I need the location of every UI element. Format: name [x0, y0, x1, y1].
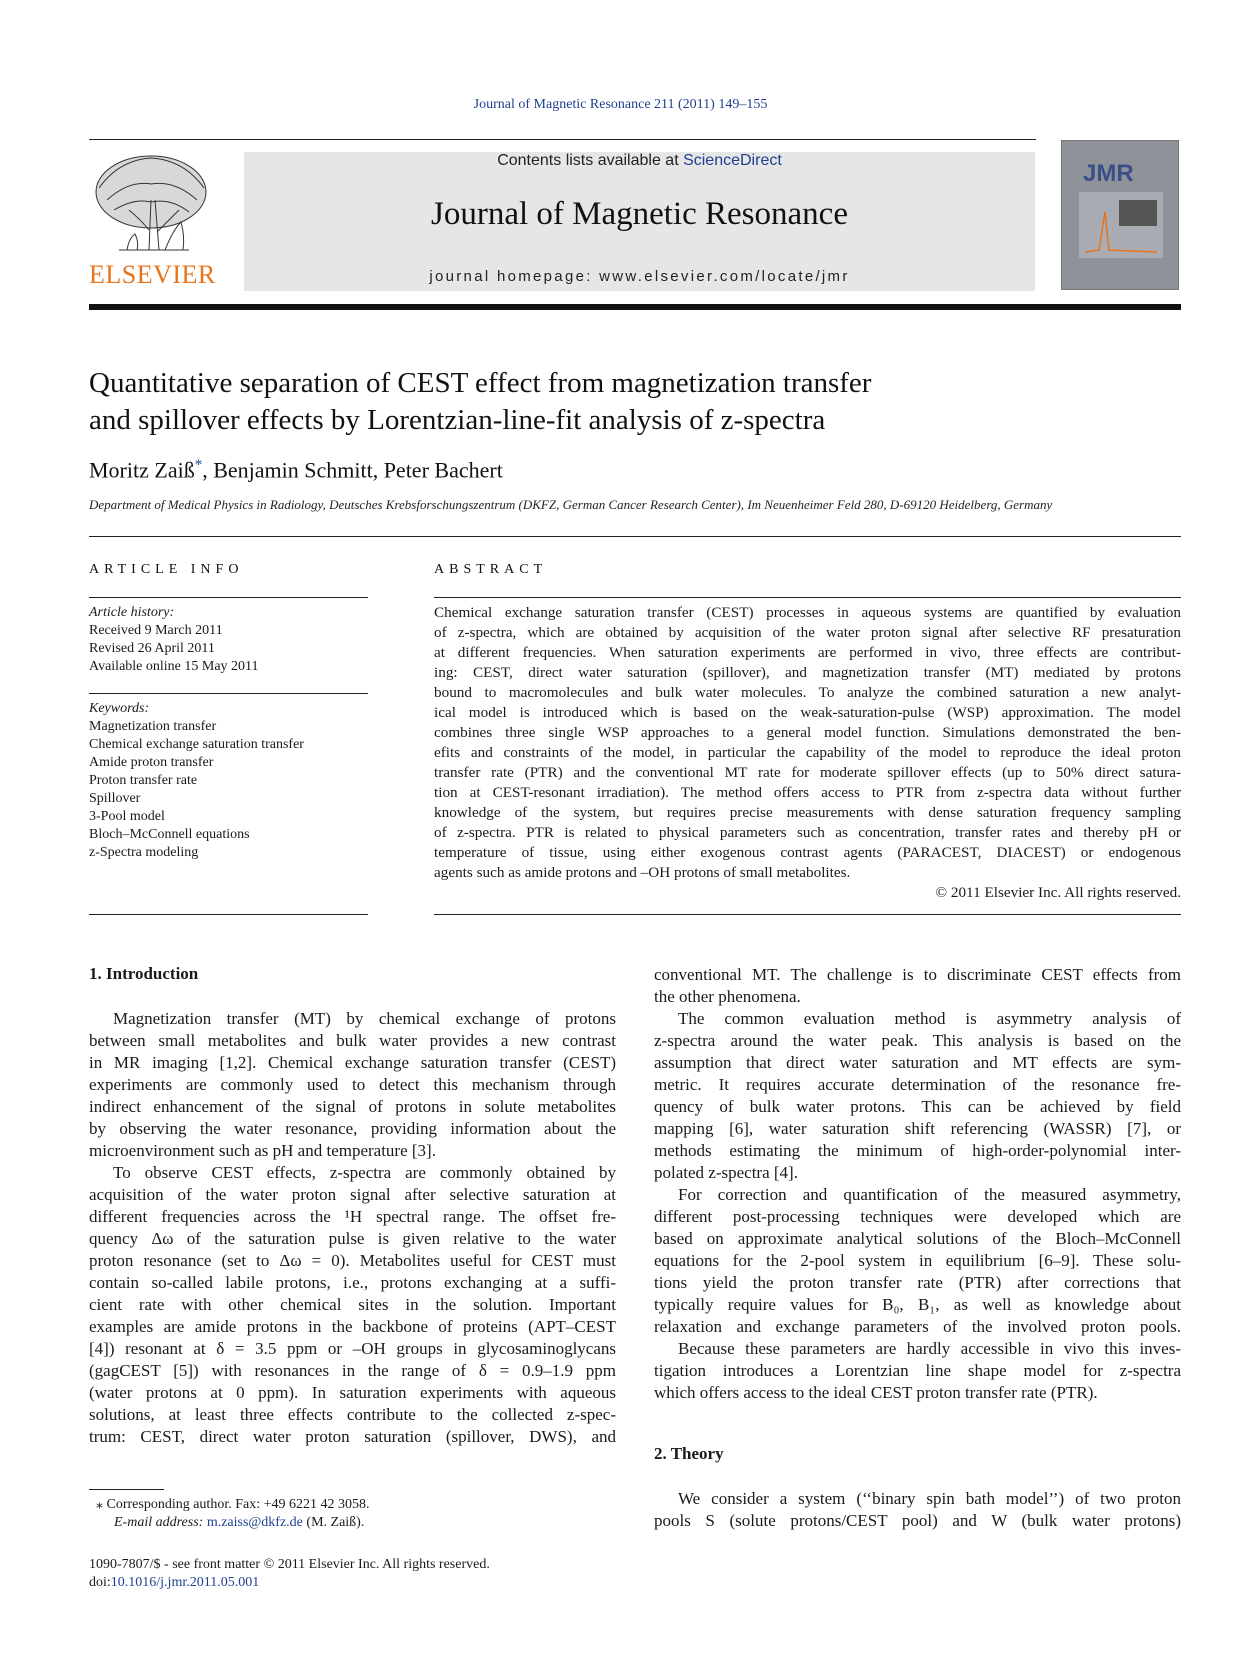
- keyword: Bloch–McConnell equations: [89, 827, 250, 842]
- body-line: quency of bulk water protons. This can be achieved by field: [654, 1097, 1181, 1116]
- abstract-line: ical model is introduced which is based on the weak-saturation-pulse (WSP) approximation. The model: [434, 704, 1181, 721]
- body-line: z-spectra around the water peak. This analysis is based on the: [654, 1031, 1181, 1050]
- cover-title: JMR: [1083, 160, 1134, 187]
- contents-line: [244, 152, 1035, 170]
- body-line: (gagCEST [5]) with resonances in the range of δ = 0.9–1.9 ppm: [89, 1361, 616, 1380]
- journal-name: Journal of Magnetic Resonance: [431, 196, 848, 232]
- abstract-heading: ABSTRACT: [434, 562, 548, 577]
- section-1-heading: 1. Introduction: [89, 964, 199, 983]
- keyword: Spillover: [89, 791, 141, 806]
- article-info-bottom-rule: [89, 914, 368, 915]
- body-line: assumption that direct water saturation and MT effects are sym-: [654, 1053, 1181, 1072]
- history-received: Received 9 March 2011: [89, 623, 223, 638]
- journal-citation[interactable]: Journal of Magnetic Resonance 211 (2011) 149–155: [473, 97, 768, 112]
- keyword: z-Spectra modeling: [89, 845, 199, 860]
- header-bottom-rule: [89, 304, 1181, 310]
- body-line: by observing the water resonance, providing information about the: [89, 1119, 616, 1138]
- section-2-heading: 2. Theory: [654, 1444, 724, 1463]
- body-line: the other phenomena.: [654, 987, 801, 1006]
- email-suffix: (M. Zaiß).: [302, 1515, 365, 1530]
- journal-cover: [1061, 140, 1179, 290]
- abstract-line: at different frequencies. When saturation experiments are performed in vivo, three effects are contribut-: [434, 644, 1181, 661]
- body-line: quency Δω of the saturation pulse is given relative to the water: [89, 1229, 616, 1248]
- body-line: solutions, at least three effects contribute to the collected z-spec-: [89, 1405, 616, 1424]
- doi-link[interactable]: 10.1016/j.jmr.2011.05.001: [110, 1575, 260, 1590]
- body-line: cient rate with other chemical sites in the solution. Important: [89, 1295, 616, 1314]
- footnotes: [96, 1496, 616, 1532]
- body-line: in MR imaging [1,2]. Chemical exchange saturation transfer (CEST): [89, 1053, 616, 1072]
- issn-line: 1090-7807/$ - see front matter © 2011 Elsevier Inc. All rights reserved.: [89, 1557, 490, 1572]
- abstract-line: of z-spectra, which are obtained by acquisition of the water proton signal after selective RF presaturation: [434, 624, 1181, 641]
- footnote-rule: [89, 1489, 164, 1490]
- body-line: typically require values for B₀, B₁, as well as knowledge about: [654, 1295, 1181, 1314]
- author-first: Moritz Zaiß: [89, 457, 195, 483]
- body-line: different frequencies across the ¹H spectral range. The offset fre-: [89, 1207, 616, 1226]
- abstract-line: Chemical exchange saturation transfer (CEST) processes in aqueous systems are quantified by evaluation: [434, 604, 1181, 621]
- body-line: experiments are commonly used to detect this mechanism through: [89, 1075, 616, 1094]
- history-revised: Revised 26 April 2011: [89, 641, 215, 656]
- title-line-1: Quantitative separation of CEST effect from magnetization transfer: [89, 367, 872, 399]
- body-line: Magnetization transfer (MT) by chemical exchange of protons: [113, 1009, 616, 1028]
- header-top-rule: [89, 139, 1036, 140]
- sciencedirect-link[interactable]: ScienceDirect: [683, 152, 782, 169]
- article-info-heading: ARTICLE INFO: [89, 562, 244, 577]
- doi-label: doi:: [89, 1575, 111, 1590]
- abstract-line: bound to macromolecules and bulk water molecules. To analyze the combined saturation a new analyt-: [434, 684, 1181, 701]
- abstract-copyright: © 2011 Elsevier Inc. All rights reserved.: [935, 884, 1181, 901]
- right-column-text: [654, 964, 1181, 1404]
- body-line: We consider a system (‘‘binary spin bath model’’) of two proton: [678, 1489, 1181, 1508]
- abstract-line: ing: CEST, direct water saturation (spillover), and magnetization transfer (MT) mediated by protons: [434, 664, 1181, 681]
- body-line: The common evaluation method is asymmetry analysis of: [678, 1009, 1181, 1028]
- journal-homepage[interactable]: journal homepage: www.elsevier.com/locate/jmr: [429, 268, 850, 285]
- corresponding-author-mark[interactable]: *: [194, 457, 203, 473]
- contents-prefix: Contents lists available at: [497, 152, 684, 169]
- abstract-bottom-rule: [434, 914, 1181, 915]
- author-email-link[interactable]: m.zaiss@dkfz.de: [206, 1515, 303, 1530]
- title-line-2: and spillover effects by Lorentzian-line-fit analysis of z-spectra: [89, 404, 826, 436]
- elsevier-wordmark: ELSEVIER: [89, 260, 216, 289]
- keywords-rule: [89, 693, 368, 694]
- abstract-line: tion at CEST-resonant irradiation). The method offers access to PTR from z-spectra data without further: [434, 784, 1181, 801]
- body-line: microenvironment such as pH and temperature [3].: [89, 1141, 436, 1160]
- body-line: different post-processing techniques were developed which are: [654, 1207, 1181, 1226]
- body-line: proton resonance (set to Δω = 0). Metabolites useful for CEST must: [89, 1251, 616, 1270]
- body-line: which offers access to the ideal CEST proton transfer rate (PTR).: [654, 1383, 1098, 1402]
- abstract-line: knowledge of the system, but requires precise measurements with dense saturation frequency sampling: [434, 804, 1181, 821]
- abstract-line: temperature of tissue, using either exogenous contrast agents (PARACEST, DIACEST) or endogenous: [434, 844, 1181, 861]
- body-line: For correction and quantification of the measured asymmetry,: [678, 1185, 1181, 1204]
- body-line: [4]) resonant at δ = 3.5 ppm or –OH groups in glycosaminoglycans: [89, 1339, 616, 1358]
- keywords-block: [89, 700, 368, 862]
- body-line: pools S (solute protons/CEST pool) and W (bulk water protons): [654, 1511, 1181, 1530]
- body-line: Because these parameters are hardly accessible in vivo this inves-: [678, 1339, 1181, 1358]
- theory-text: [654, 1488, 1181, 1532]
- journal-banner: [244, 152, 1035, 291]
- body-line: metric. It requires accurate determination of the resonance fre-: [654, 1075, 1181, 1094]
- abstract-line: transfer rate (PTR) and the conventional MT rate for moderate spillover effects (up to 50% direct satura-: [434, 764, 1181, 781]
- abstract-line: of z-spectra. PTR is related to physical parameters such as concentration, transfer rates and thereby pH or: [434, 824, 1181, 841]
- abstract-rule: [434, 597, 1181, 598]
- keyword: Chemical exchange saturation transfer: [89, 737, 304, 752]
- affiliation: Department of Medical Physics in Radiology, Deutsches Krebsforschungszentrum (DKFZ, German Cancer Research Center), Im Neuenheimer Feld 280, D-69120 Heidelberg, Germany: [89, 497, 1053, 512]
- body-line: indirect enhancement of the signal of protons in solute metabolites: [89, 1097, 616, 1116]
- body-line: acquisition of the water proton signal after selective saturation at: [89, 1185, 616, 1204]
- abstract-line: combines three single WSP approaches to a general model function. Simulations demonstrated the ben-: [434, 724, 1181, 741]
- author-rest: , Benjamin Schmitt, Peter Bachert: [202, 457, 503, 483]
- keywords-label: Keywords:: [89, 701, 150, 716]
- body-line: tions yield the proton transfer rate (PTR) after corrections that: [654, 1273, 1181, 1292]
- body-line: conventional MT. The challenge is to discriminate CEST effects from: [654, 965, 1181, 984]
- elsevier-logo: [89, 150, 214, 292]
- article-history: [89, 604, 368, 676]
- keyword: Magnetization transfer: [89, 719, 217, 734]
- body-line: mapping [6], water saturation shift referencing (WASSR) [7], or: [654, 1119, 1181, 1138]
- body-line: between small metabolites and bulk water provides a new contrast: [89, 1031, 616, 1050]
- keyword: 3-Pool model: [89, 809, 165, 824]
- abstract-line: agents such as amide protons and –OH protons of small metabolites.: [434, 864, 851, 881]
- history-online: Available online 15 May 2011: [89, 659, 259, 674]
- abstract-line: efits and constraints of the model, in particular the capability of the model to reproduce the ideal proton: [434, 744, 1181, 761]
- body-line: trum: CEST, direct water proton saturation (spillover, DWS), and: [89, 1427, 616, 1446]
- title-block-rule: [89, 536, 1181, 537]
- footnote-corresponding: ⁎ Corresponding author. Fax: +49 6221 42 3058.: [96, 1497, 370, 1512]
- body-line: (water protons at 0 ppm). In saturation experiments with aqueous: [89, 1383, 616, 1402]
- body-line: equations for the 2-pool system in equilibrium [6–9]. These solu-: [654, 1251, 1181, 1270]
- body-line: relaxation and exchange parameters of the involved proton pools.: [654, 1317, 1181, 1336]
- body-line: based on approximate analytical solutions of the Bloch–McConnell: [654, 1229, 1181, 1248]
- body-line: contain so-called labile protons, i.e., protons exchanging at a suffi-: [89, 1273, 616, 1292]
- email-label: E-mail address:: [114, 1515, 207, 1530]
- left-column-text: [89, 1008, 616, 1448]
- publication-info: [89, 1556, 629, 1592]
- abstract-text: [434, 603, 1181, 903]
- body-line: examples are amide protons in the backbone of proteins (APT–CEST: [89, 1317, 616, 1336]
- body-line: To observe CEST effects, z-spectra are commonly obtained by: [113, 1163, 616, 1182]
- body-line: methods estimating the minimum of high-order-polynomial inter-: [654, 1141, 1181, 1160]
- article-title: [89, 365, 1089, 439]
- article-info-rule: [89, 597, 368, 598]
- cover-figure-icon: [1079, 192, 1163, 258]
- keyword: Amide proton transfer: [89, 755, 214, 770]
- history-label: Article history:: [89, 605, 175, 620]
- body-line: polated z-spectra [4].: [654, 1163, 798, 1182]
- author-list: [89, 457, 503, 483]
- body-line: tigation introduces a Lorentzian line shape model for z-spectra: [654, 1361, 1181, 1380]
- keyword: Proton transfer rate: [89, 773, 198, 788]
